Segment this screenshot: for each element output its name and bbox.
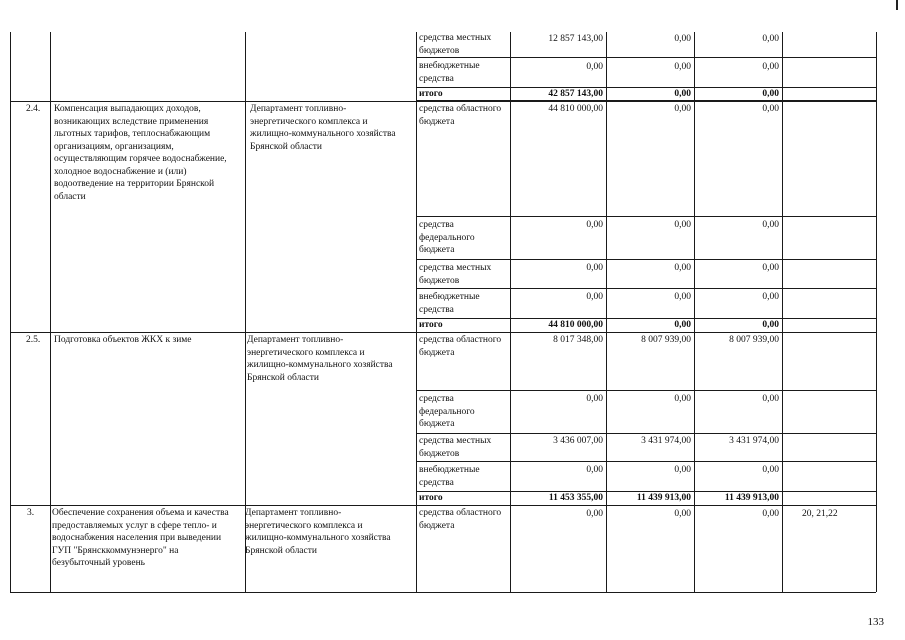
value-cell: 0,00 <box>762 292 779 302</box>
row-line-2-4-top <box>10 101 876 102</box>
source-label: средства федерального бюджета <box>419 394 475 429</box>
value-cell: 0,00 <box>674 465 691 475</box>
value-cell: 0,00 <box>762 62 779 72</box>
value-cell: 0,00 <box>586 465 603 475</box>
row-line <box>416 57 876 58</box>
value-cell: 8 007 939,00 <box>641 335 691 345</box>
row-number: 3. <box>27 508 35 518</box>
value-cell: 0,00 <box>674 509 691 519</box>
value-cell: 0,00 <box>674 62 691 72</box>
col-line-left <box>10 32 11 592</box>
value-cell: 0,00 <box>674 263 691 273</box>
total-value: 0,00 <box>674 320 691 330</box>
total-value: 0,00 <box>762 320 779 330</box>
value-cell: 0,00 <box>762 263 779 273</box>
value-cell: 0,00 <box>762 394 779 404</box>
value-cell: 0,00 <box>762 104 779 114</box>
total-label: итого <box>419 493 443 503</box>
value-cell: 0,00 <box>674 292 691 302</box>
value-cell: 0,00 <box>586 220 603 230</box>
row-line <box>416 461 876 462</box>
value-cell: 0,00 <box>762 220 779 230</box>
row-number: 2.4. <box>26 104 41 114</box>
value-cell: 0,00 <box>674 394 691 404</box>
col-line-1 <box>50 32 51 592</box>
source-label: внебюджетные средства <box>419 292 480 315</box>
value-cell: 0,00 <box>674 220 691 230</box>
page-number: 133 <box>867 616 884 628</box>
source-label: средства федерального бюджета <box>419 220 475 255</box>
value-cell: 0,00 <box>762 465 779 475</box>
value-cell: 3 431 974,00 <box>641 436 691 446</box>
value-cell: 0,00 <box>674 104 691 114</box>
row-line-2-5-top <box>10 332 876 333</box>
row-line <box>416 288 876 289</box>
total-value: 0,00 <box>674 89 691 99</box>
source-label: средства местных бюджетов <box>419 33 492 56</box>
measure-name: Подготовка объектов ЖКХ к зиме <box>54 335 192 345</box>
total-label: итого <box>419 89 443 99</box>
value-cell: 0,00 <box>586 394 603 404</box>
value-cell: 12 857 143,00 <box>548 34 603 44</box>
indicator-refs: 20, 21,22 <box>802 509 838 519</box>
row-line <box>416 433 876 434</box>
row-line <box>416 216 876 217</box>
row-number: 2.5. <box>26 335 41 345</box>
total-value: 44 810 000,00 <box>548 320 603 330</box>
source-label: средства областного бюджета <box>419 104 502 127</box>
row-line <box>416 390 876 391</box>
source-label: средства областного бюджета <box>419 335 502 358</box>
value-cell: 0,00 <box>586 263 603 273</box>
value-cell: 3 431 974,00 <box>729 436 779 446</box>
margin-mark <box>896 0 898 10</box>
executor: Департамент топливно- энергетического комплекса и жилищно-коммунального хозяйства Брянской области <box>250 104 396 152</box>
source-label: внебюджетные средства <box>419 61 480 84</box>
executor: Департамент топливно- энергетического комплекса и жилищно-коммунального хозяйства Брянской области <box>245 508 391 556</box>
source-label: средства местных бюджетов <box>419 263 492 286</box>
value-cell: 0,00 <box>762 34 779 44</box>
value-cell: 8 017 348,00 <box>553 335 603 345</box>
row-line <box>416 259 876 260</box>
col-line-right <box>876 32 877 592</box>
source-label: средства местных бюджетов <box>419 436 492 459</box>
total-value: 11 439 913,00 <box>636 493 691 503</box>
measure-name: Компенсация выпадающих доходов, возникающих вследствие применения льготных тарифов, теплоснабжающим организациям, организациям, осуществляющим горячее водоснабжение, холодное водоснабжение и (или) водоотведение на территории Брянской области <box>54 104 227 202</box>
total-value: 42 857 143,00 <box>548 89 603 99</box>
total-value: 0,00 <box>762 89 779 99</box>
value-cell: 44 810 000,00 <box>548 104 603 114</box>
col-line-7 <box>782 32 783 592</box>
executor: Департамент топливно- энергетического комплекса и жилищно-коммунального хозяйства Брянской области <box>247 335 393 383</box>
value-cell: 0,00 <box>586 509 603 519</box>
total-label: итого <box>419 320 443 330</box>
table-bottom-line <box>10 592 876 593</box>
col-line-3 <box>416 32 417 592</box>
measure-name: Обеспечение сохранения объема и качества предоставляемых услуг в сфере тепло- и водоснабжения населения при выведении ГУП "Брянсккоммунэнерго" на безубыточный уровень <box>52 508 229 568</box>
row-line-3-top <box>10 505 876 506</box>
value-cell: 0,00 <box>674 34 691 44</box>
value-cell: 0,00 <box>586 292 603 302</box>
value-cell: 3 436 007,00 <box>553 436 603 446</box>
source-label: средства областного бюджета <box>419 508 502 531</box>
total-value: 11 439 913,00 <box>724 493 779 503</box>
value-cell: 0,00 <box>586 62 603 72</box>
value-cell: 0,00 <box>762 509 779 519</box>
source-label: внебюджетные средства <box>419 465 480 488</box>
total-value: 11 453 355,00 <box>548 493 603 503</box>
value-cell: 8 007 939,00 <box>729 335 779 345</box>
